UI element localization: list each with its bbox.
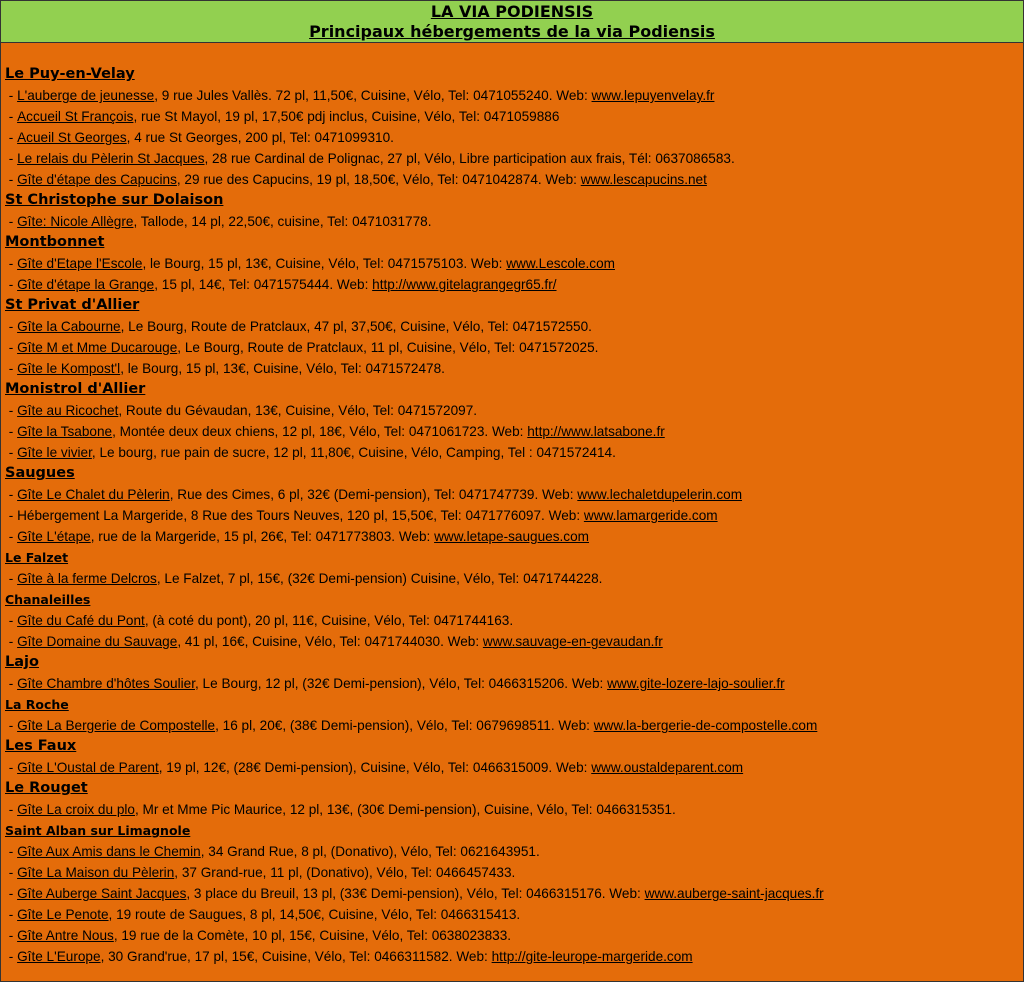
lodging-entry <box>5 757 1023 778</box>
lodging-details: , Montée deux deux chiens, 12 pl, 18€, Vélo, Tel: 0471061723. Web: <box>112 424 528 439</box>
lodging-name-link[interactable]: Gîte Domaine du Sauvage <box>17 634 178 649</box>
lodging-entry <box>5 274 1023 295</box>
list-dash: - <box>5 319 18 334</box>
website-link[interactable]: www.lechaletdupelerin.com <box>577 487 743 502</box>
list-dash: - <box>5 634 18 649</box>
list-dash: - <box>5 487 18 502</box>
page-title: LA VIA PODIENSIS <box>430 2 594 21</box>
lodging-details: , 29 rue des Capucins, 19 pl, 18,50€, Vélo, Tel: 0471042874. Web: <box>176 172 581 187</box>
lodging-entry <box>5 421 1023 442</box>
website-link[interactable]: www.sauvage-en-gevaudan.fr <box>482 634 663 649</box>
list-dash: - <box>5 844 18 859</box>
lodging-name-link[interactable]: Gîte La Maison du Pèlerin <box>17 865 175 880</box>
lodging-details: , Le Falzet, 7 pl, 15€, (32€ Demi-pension) Cuisine, Vélo, Tel: 0471744228. <box>156 571 603 586</box>
list-dash: - <box>5 865 18 880</box>
lodging-details: , 15 pl, 14€, Tel: 0471575444. Web: <box>154 277 373 292</box>
lodging-name-link[interactable]: Gîte La croix du plo <box>17 802 135 817</box>
lodging-list <box>1 43 1023 967</box>
list-dash: - <box>5 907 18 922</box>
town-heading: La Roche <box>5 697 69 712</box>
lodging-entry <box>5 484 1023 505</box>
website-link[interactable]: http://www.gitelagrangegr65.fr/ <box>372 277 557 292</box>
list-dash: - <box>5 928 18 943</box>
lodging-details: , Le Bourg, 12 pl, (32€ Demi-pension), Vélo, Tel: 0466315206. Web: <box>195 676 608 691</box>
lodging-entry <box>5 337 1023 358</box>
lodging-entry <box>5 904 1023 925</box>
lodging-name-link[interactable]: Gîte Aux Amis dans le Chemin <box>17 844 201 859</box>
lodging-details: , Route du Gévaudan, 13€, Cuisine, Vélo, Tel: 0471572097. <box>118 403 478 418</box>
list-dash: - <box>5 361 18 376</box>
town-heading: Chanaleilles <box>5 592 91 607</box>
website-link[interactable]: www.la-bergerie-de-compostelle.com <box>593 718 818 733</box>
lodging-details: , Mr et Mme Pic Maurice, 12 pl, 13€, (30€ Demi-pension), Cuisine, Vélo, Tel: 0466315351. <box>134 802 676 817</box>
list-dash: - <box>5 676 18 691</box>
town-heading: St Christophe sur Dolaison <box>5 192 224 208</box>
lodging-entry <box>5 883 1023 904</box>
website-link[interactable]: www.lepuyenvelay.fr <box>591 88 715 103</box>
list-dash: - <box>5 529 18 544</box>
list-dash: - <box>5 130 18 145</box>
lodging-details: , 4 rue St Georges, 200 pl, Tel: 0471099310. <box>126 130 394 145</box>
lodging-details: , Tallode, 14 pl, 22,50€, cuisine, Tel: 0471031778. <box>133 214 432 229</box>
website-link[interactable]: www.auberge-saint-jacques.fr <box>644 886 824 901</box>
lodging-entry <box>5 148 1023 169</box>
lodging-name-link[interactable]: Gîte la Tsabone <box>17 424 113 439</box>
town-heading: Les Faux <box>5 738 77 754</box>
list-dash: - <box>5 949 18 964</box>
lodging-details: , 3 place du Breuil, 13 pl, (33€ Demi-pension), Vélo, Tel: 0466315176. Web: <box>186 886 645 901</box>
lodging-name-link[interactable]: Gîte La Bergerie de Compostelle <box>17 718 216 733</box>
lodging-entry <box>5 568 1023 589</box>
list-dash: - <box>5 760 18 775</box>
lodging-details: , rue de la Margeride, 15 pl, 26€, Tel: 0471773803. Web: <box>90 529 435 544</box>
lodging-entry <box>5 526 1023 547</box>
lodging-name-link[interactable]: Gîte M et Mme Ducarouge <box>17 340 178 355</box>
lodging-name-link[interactable]: Gîte Le Chalet du Pèlerin <box>17 487 170 502</box>
lodging-name-link[interactable]: Gîte Antre Nous <box>17 928 114 943</box>
list-dash: - <box>5 508 18 523</box>
lodging-entry <box>5 505 1023 526</box>
town-heading: Lajo <box>5 654 39 670</box>
lodging-entry <box>5 253 1023 274</box>
lodging-details: , 41 pl, 16€, Cuisine, Vélo, Tel: 0471744030. Web: <box>177 634 483 649</box>
town-heading: Le Rouget <box>5 780 88 796</box>
town-heading: Monistrol d'Allier <box>5 381 146 397</box>
lodging-name-link[interactable]: Gîte L'Oustal de Parent <box>17 760 159 775</box>
website-link[interactable]: http://gite-leurope-margeride.com <box>491 949 693 964</box>
lodging-entry <box>5 631 1023 652</box>
lodging-name-link[interactable]: L'auberge de jeunesse <box>17 88 155 103</box>
town-heading: Montbonnet <box>5 234 105 250</box>
lodging-entry <box>5 85 1023 106</box>
lodging-name-link[interactable]: Le relais du Pèlerin St Jacques <box>17 151 205 166</box>
lodging-details: , 16 pl, 20€, (38€ Demi-pension), Vélo, Tel: 0679698511. Web: <box>215 718 594 733</box>
list-dash: - <box>5 214 18 229</box>
list-dash: - <box>5 88 18 103</box>
website-link[interactable]: www.lamargeride.com <box>583 508 718 523</box>
lodging-name-link[interactable]: Gîte Chambre d'hôtes Soulier <box>17 676 195 691</box>
list-dash: - <box>5 718 18 733</box>
lodging-entry <box>5 442 1023 463</box>
lodging-entry <box>5 841 1023 862</box>
lodging-name-link[interactable]: Accueil St François <box>17 109 134 124</box>
list-dash: - <box>5 802 18 817</box>
list-dash: - <box>5 445 18 460</box>
lodging-entry <box>5 925 1023 946</box>
lodging-name-link[interactable]: Gîte L'Europe <box>17 949 101 964</box>
lodging-name-link[interactable]: Gîte L'étape <box>17 529 91 544</box>
list-dash: - <box>5 403 18 418</box>
lodging-entry <box>5 673 1023 694</box>
lodging-entry <box>5 169 1023 190</box>
lodging-details: , 19 rue de la Comète, 10 pl, 15€, Cuisine, Vélo, Tel: 0638023833. <box>113 928 512 943</box>
list-dash: - <box>5 151 18 166</box>
lodging-details: , Le Bourg, Route de Pratclaux, 47 pl, 37,50€, Cuisine, Vélo, Tel: 0471572550. <box>120 319 592 334</box>
lodging-name-link[interactable]: Gîte d'Etape l'Escole <box>17 256 143 271</box>
website-link[interactable]: www.oustaldeparent.com <box>591 760 744 775</box>
town-heading: Le Falzet <box>5 550 69 565</box>
lodging-details: , rue St Mayol, 19 pl, 17,50€ pdj inclus, Cuisine, Vélo, Tel: 0471059886 <box>133 109 560 124</box>
lodging-details: Hébergement La Margeride, 8 Rue des Tours Neuves, 120 pl, 15,50€, Tel: 0471776097. Web: <box>17 508 584 523</box>
lodging-entry <box>5 127 1023 148</box>
lodging-name-link[interactable]: Gîte Auberge Saint Jacques <box>17 886 187 901</box>
lodging-name-link[interactable]: Gîte à la ferme Delcros <box>17 571 157 586</box>
lodging-details: , Le bourg, rue pain de sucre, 12 pl, 11,80€, Cuisine, Vélo, Camping, Tel : 0471572414. <box>91 445 616 460</box>
website-link[interactable]: www.Lescole.com <box>506 256 615 271</box>
list-dash: - <box>5 109 18 124</box>
lodging-name-link[interactable]: Gîte au Ricochet <box>17 403 119 418</box>
list-dash: - <box>5 424 18 439</box>
list-dash: - <box>5 886 18 901</box>
list-dash: - <box>5 256 18 271</box>
lodging-details: , 37 Grand-rue, 11 pl, (Donativo), Vélo, Tel: 0466457433. <box>174 865 516 880</box>
page-subtitle: Principaux hébergements de la via Podiensis <box>309 22 715 41</box>
lodging-name-link[interactable]: Acueil St Georges <box>17 130 127 145</box>
lodging-name-link[interactable]: Gîte d'étape la Grange <box>17 277 155 292</box>
lodging-details: , 34 Grand Rue, 8 pl, (Donativo), Vélo, Tel: 0621643951. <box>200 844 540 859</box>
town-heading: Le Puy-en-Velay <box>5 66 135 82</box>
lodging-entry <box>5 799 1023 820</box>
lodging-name-link[interactable]: Gîte la Cabourne <box>17 319 121 334</box>
lodging-name-link[interactable]: Gîte le vivier <box>17 445 92 460</box>
town-heading: St Privat d'Allier <box>5 297 140 313</box>
town-heading: Saugues <box>5 465 75 481</box>
lodging-name-link[interactable]: Gîte le Kompost'l <box>17 361 121 376</box>
lodging-name-link[interactable]: Gîte d'étape des Capucins <box>17 172 177 187</box>
list-dash: - <box>5 571 18 586</box>
lodging-details: , 19 route de Saugues, 8 pl, 14,50€, Cuisine, Vélo, Tel: 0466315413. <box>108 907 521 922</box>
lodging-entry <box>5 862 1023 883</box>
lodging-entry <box>5 211 1023 232</box>
lodging-entry <box>5 946 1023 967</box>
lodging-name-link[interactable]: Gîte du Café du Pont <box>17 613 145 628</box>
lodging-name-link[interactable]: Gîte Le Penote <box>17 907 109 922</box>
website-link[interactable]: http://www.latsabone.fr <box>527 424 665 439</box>
lodging-entry <box>5 316 1023 337</box>
lodging-details: , 9 rue Jules Vallès. 72 pl, 11,50€, Cuisine, Vélo, Tel: 0471055240. Web: <box>154 88 592 103</box>
town-heading: Saint Alban sur Limagnole <box>5 823 191 838</box>
lodging-entry <box>5 358 1023 379</box>
list-dash: - <box>5 277 18 292</box>
lodging-entry <box>5 610 1023 631</box>
list-dash: - <box>5 172 18 187</box>
list-dash: - <box>5 340 18 355</box>
lodging-details: , 28 rue Cardinal de Polignac, 27 pl, Vélo, Libre participation aux frais, Tél: 0637086583. <box>204 151 735 166</box>
lodging-entry <box>5 400 1023 421</box>
lodging-details: , Rue des Cimes, 6 pl, 32€ (Demi-pension), Tel: 0471747739. Web: <box>169 487 578 502</box>
website-link[interactable]: www.letape-saugues.com <box>434 529 589 544</box>
website-link[interactable]: www.gite-lozere-lajo-soulier.fr <box>607 676 785 691</box>
lodging-name-link[interactable]: Gîte: Nicole Allègre <box>17 214 134 229</box>
website-link[interactable]: www.lescapucins.net <box>580 172 707 187</box>
list-dash: - <box>5 613 18 628</box>
lodging-details: , Le Bourg, Route de Pratclaux, 11 pl, Cuisine, Vélo, Tel: 0471572025. <box>177 340 599 355</box>
header-banner <box>1 1 1023 43</box>
lodging-details: , 19 pl, 12€, (28€ Demi-pension), Cuisine, Vélo, Tel: 0466315009. Web: <box>158 760 592 775</box>
lodging-details: , le Bourg, 15 pl, 13€, Cuisine, Vélo, Tel: 0471572478. <box>120 361 445 376</box>
lodging-entry <box>5 715 1023 736</box>
lodging-details: , le Bourg, 15 pl, 13€, Cuisine, Vélo, Tel: 0471575103. Web: <box>142 256 507 271</box>
lodging-entry <box>5 106 1023 127</box>
lodging-details: , 30 Grand'rue, 17 pl, 15€, Cuisine, Vélo, Tel: 0466311582. Web: <box>100 949 492 964</box>
lodging-details: , (à coté du pont), 20 pl, 11€, Cuisine, Vélo, Tel: 0471744163. <box>144 613 514 628</box>
